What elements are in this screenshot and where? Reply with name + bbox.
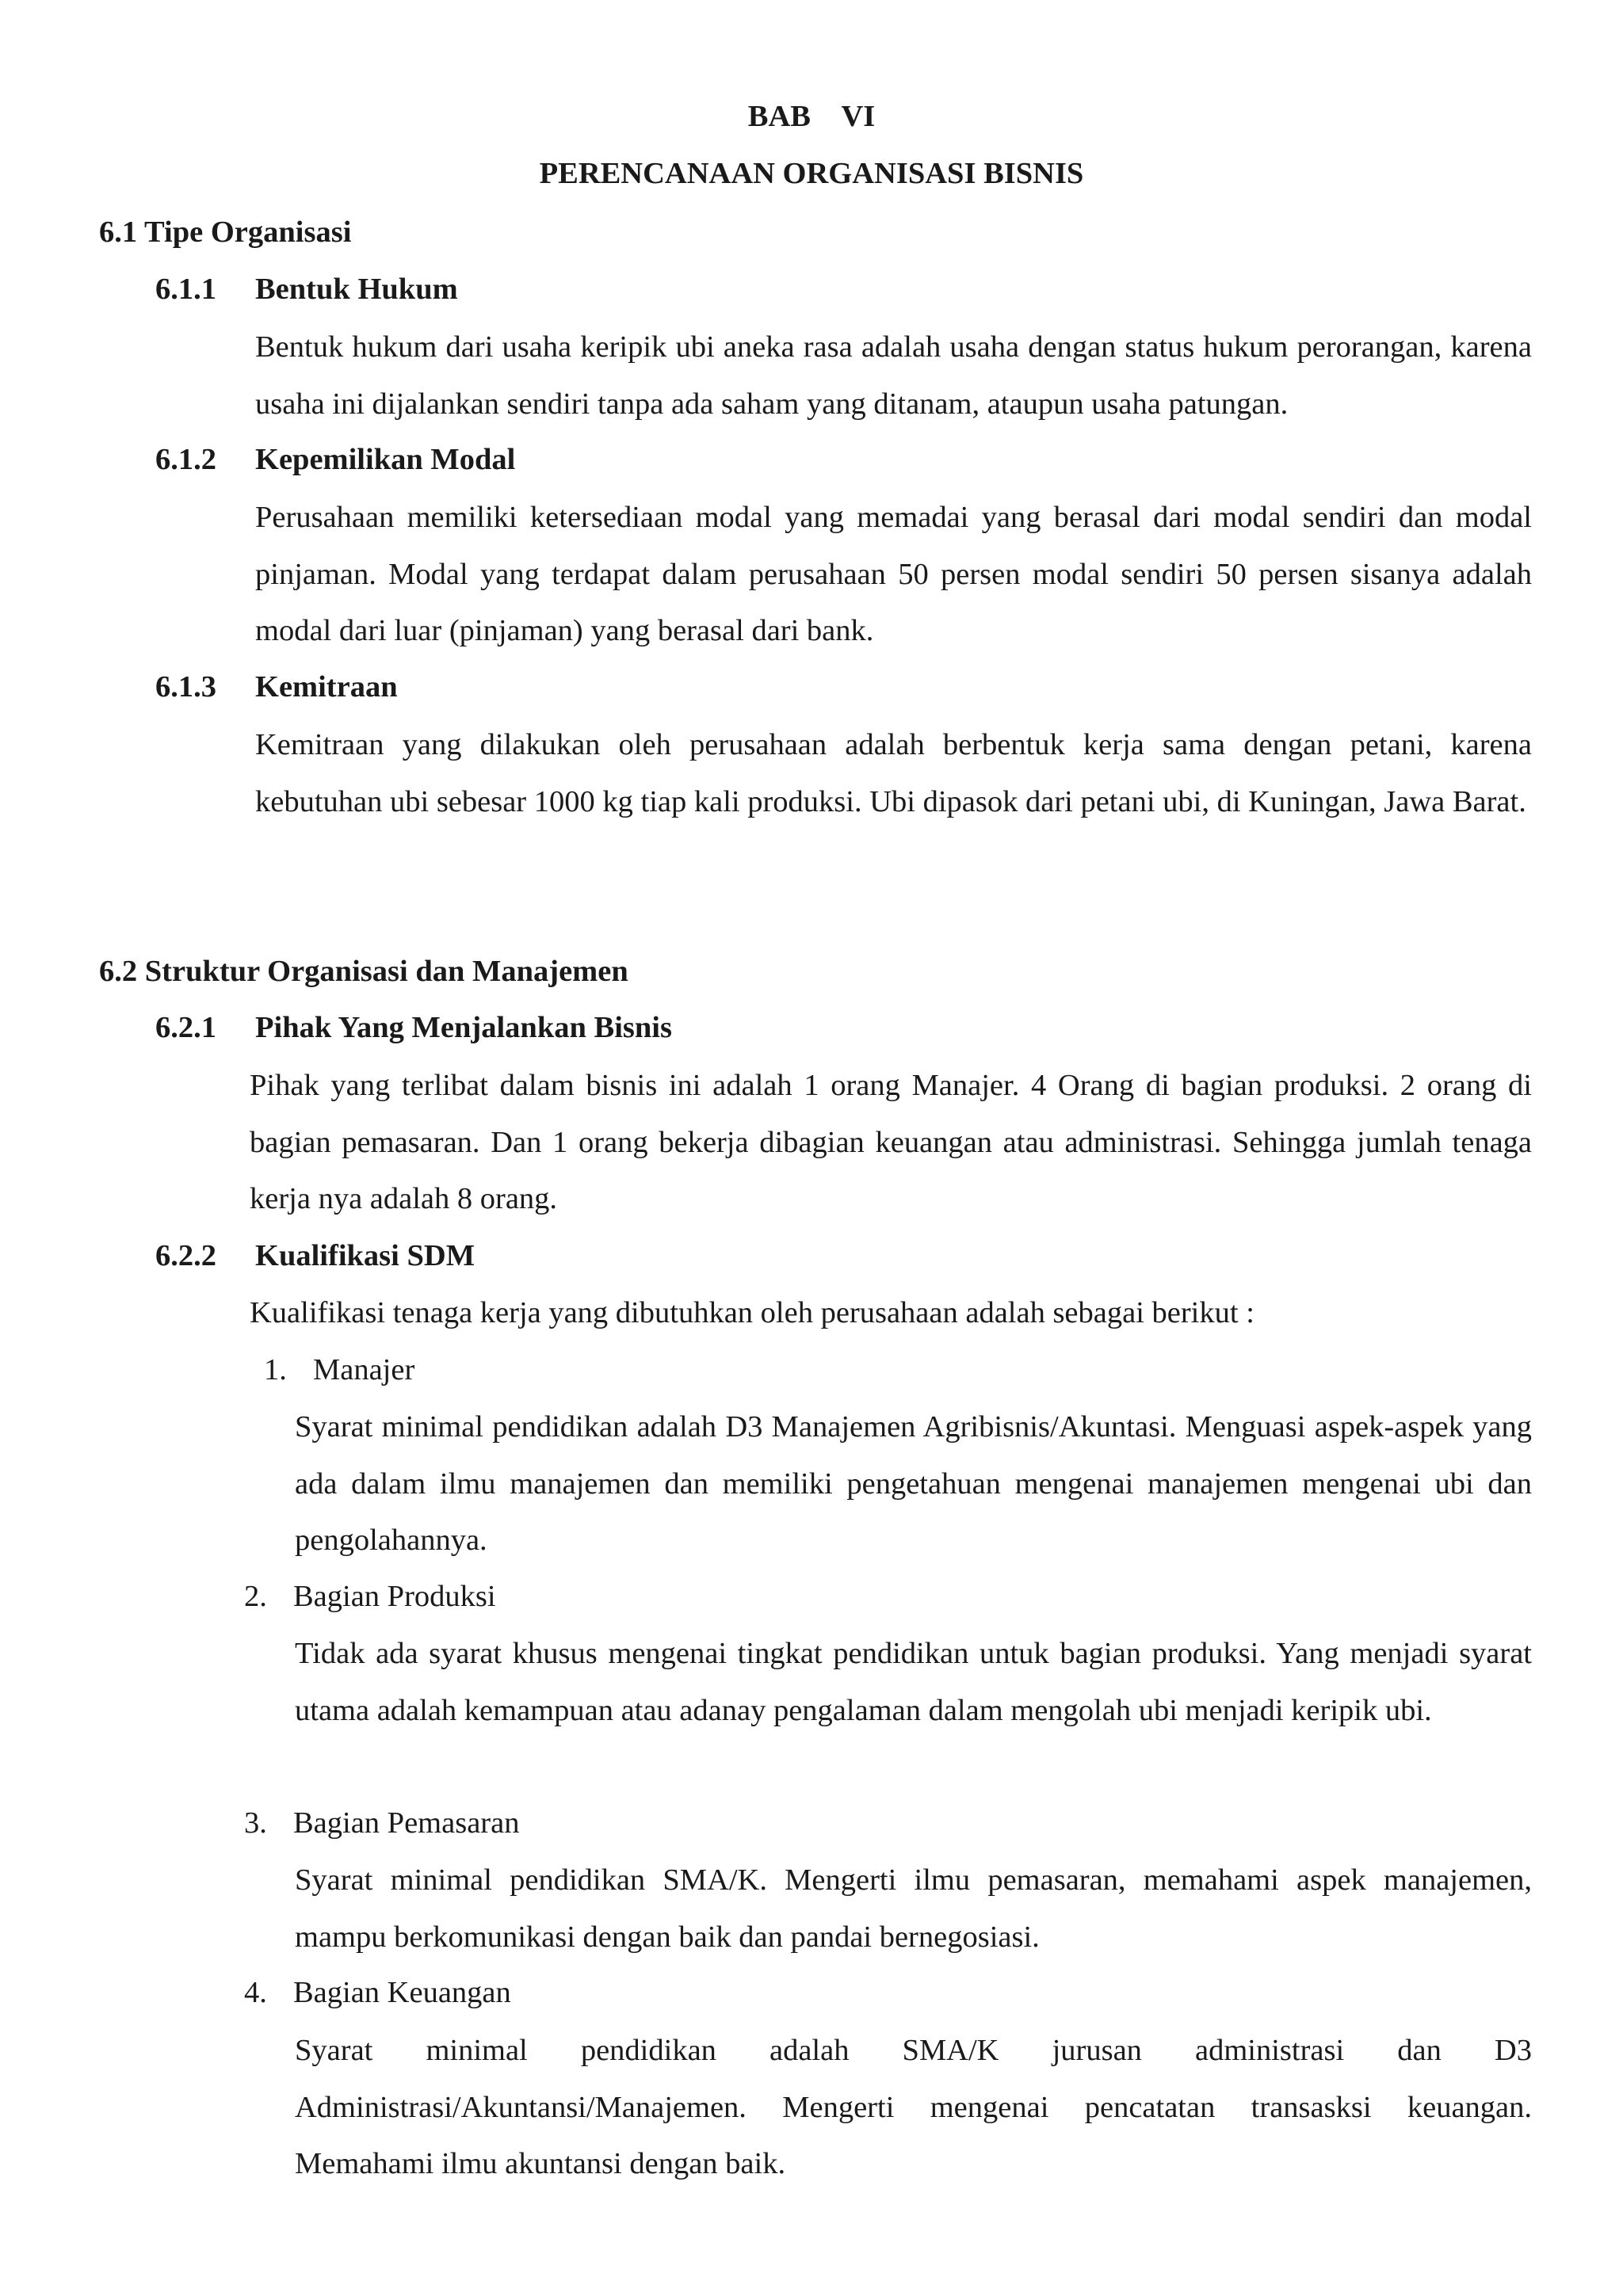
- list-item-text: Syarat minimal pendidikan SMA/K. Mengerti ilmu pemasaran, memahami aspek manajemen, mampu berkomunikasi dengan baik dan pandai bernegosiasi.: [295, 1863, 1532, 1954]
- list-item-title: [244, 1974, 511, 2011]
- section-heading-6-2: 6.2 Struktur Organisasi dan Manajemen: [99, 955, 628, 988]
- list-item-title: [244, 1578, 496, 1615]
- subsection-title: Kualifikasi SDM: [255, 1239, 475, 1272]
- list-item-text: Syarat minimal pendidikan adalah D3 Manajemen Agribisnis/Akuntasi. Menguasi aspek-aspek yang ada dalam ilmu manajemen dan memiliki pengetahuan mengenai manajemen mengenai ubi dan pengolahannya.: [295, 1410, 1532, 1557]
- subsection-heading-6-1-3: [155, 669, 398, 705]
- chapter-title: PERENCANAAN ORGANISASI BISNIS: [539, 157, 1084, 190]
- subsection-number: 6.1.1: [155, 273, 216, 306]
- subsection-title: Pihak Yang Menjalankan Bisnis: [255, 1011, 672, 1044]
- list-number: 4.: [244, 1976, 267, 2009]
- subsection-heading-6-1-2: [155, 441, 515, 478]
- subsection-title: Kepemilikan Modal: [255, 443, 516, 476]
- paragraph-kepemilikan-modal: Perusahaan memiliki ketersediaan modal yang memadai yang berasal dari modal sendiri dan modal pinjaman. Modal yang terdapat dalam perusahaan 50 persen modal sendiri 50 persen sisanya adalah modal dari luar (pinjaman) yang berasal dari bank.: [255, 501, 1532, 647]
- list-item-text: Syarat minimal pendidikan adalah SMA/K jurusan administrasi dan D3 Administrasi/Akuntansi/Manajemen. Mengerti mengenai pencatatan transasksi keuangan. Memahami ilmu akuntansi dengan baik.: [295, 2034, 1532, 2180]
- list-item-title: [244, 1805, 519, 1841]
- list-title: Bagian Keuangan: [293, 1976, 511, 2009]
- subsection-title: Bentuk Hukum: [255, 273, 458, 306]
- chapter-label: [0, 98, 1623, 135]
- subsection-heading-6-1-1: [155, 271, 458, 307]
- paragraph-kemitraan: Kemitraan yang dilakukan oleh perusahaan adalah berbentuk kerja sama dengan petani, karena kebutuhan ubi sebesar 1000 kg tiap kali produksi. Ubi dipasok dari petani ubi, di Kuningan, Jawa Barat.: [255, 728, 1532, 818]
- paragraph-kualifikasi-intro: Kualifikasi tenaga kerja yang dibutuhkan oleh perusahaan adalah sebagai berikut :: [250, 1296, 1254, 1329]
- list-title: Manajer: [313, 1353, 415, 1386]
- paragraph-bentuk-hukum: Bentuk hukum dari usaha keripik ubi aneka rasa adalah usaha dengan status hukum perorangan, karena usaha ini dijalankan sendiri tanpa ada saham yang ditanam, ataupun usaha patungan.: [255, 330, 1532, 421]
- subsection-heading-6-2-2: [155, 1238, 475, 1274]
- list-number: 2.: [244, 1580, 267, 1613]
- subsection-number: 6.2.2: [155, 1239, 216, 1272]
- list-item-text: Tidak ada syarat khusus mengenai tingkat pendidikan untuk bagian produksi. Yang menjadi syarat utama adalah kemampuan atau adanay pengalaman dalam mengolah ubi menjadi keripik ubi.: [295, 1637, 1532, 1727]
- subsection-heading-6-2-1: [155, 1009, 672, 1046]
- subsection-title: Kemitraan: [255, 670, 398, 704]
- list-item-title: [264, 1352, 414, 1388]
- subsection-number: 6.1.2: [155, 443, 216, 476]
- paragraph-pihak-bisnis: Pihak yang terlibat dalam bisnis ini adalah 1 orang Manajer. 4 Orang di bagian produksi. 2 orang di bagian pemasaran. Dan 1 orang bekerja dibagian keuangan atau administrasi. Sehingga jumlah tenaga kerja nya adalah 8 orang.: [250, 1069, 1532, 1215]
- list-title: Bagian Produksi: [293, 1580, 496, 1613]
- subsection-number: 6.1.3: [155, 670, 216, 704]
- chapter-number: VI: [841, 100, 876, 133]
- chapter-bab-label: BAB: [747, 100, 811, 133]
- section-heading-6-1: 6.1 Tipe Organisasi: [99, 215, 352, 249]
- list-number: 1.: [264, 1353, 287, 1386]
- list-title: Bagian Pemasaran: [293, 1806, 520, 1840]
- subsection-number: 6.2.1: [155, 1011, 216, 1044]
- list-number: 3.: [244, 1806, 267, 1840]
